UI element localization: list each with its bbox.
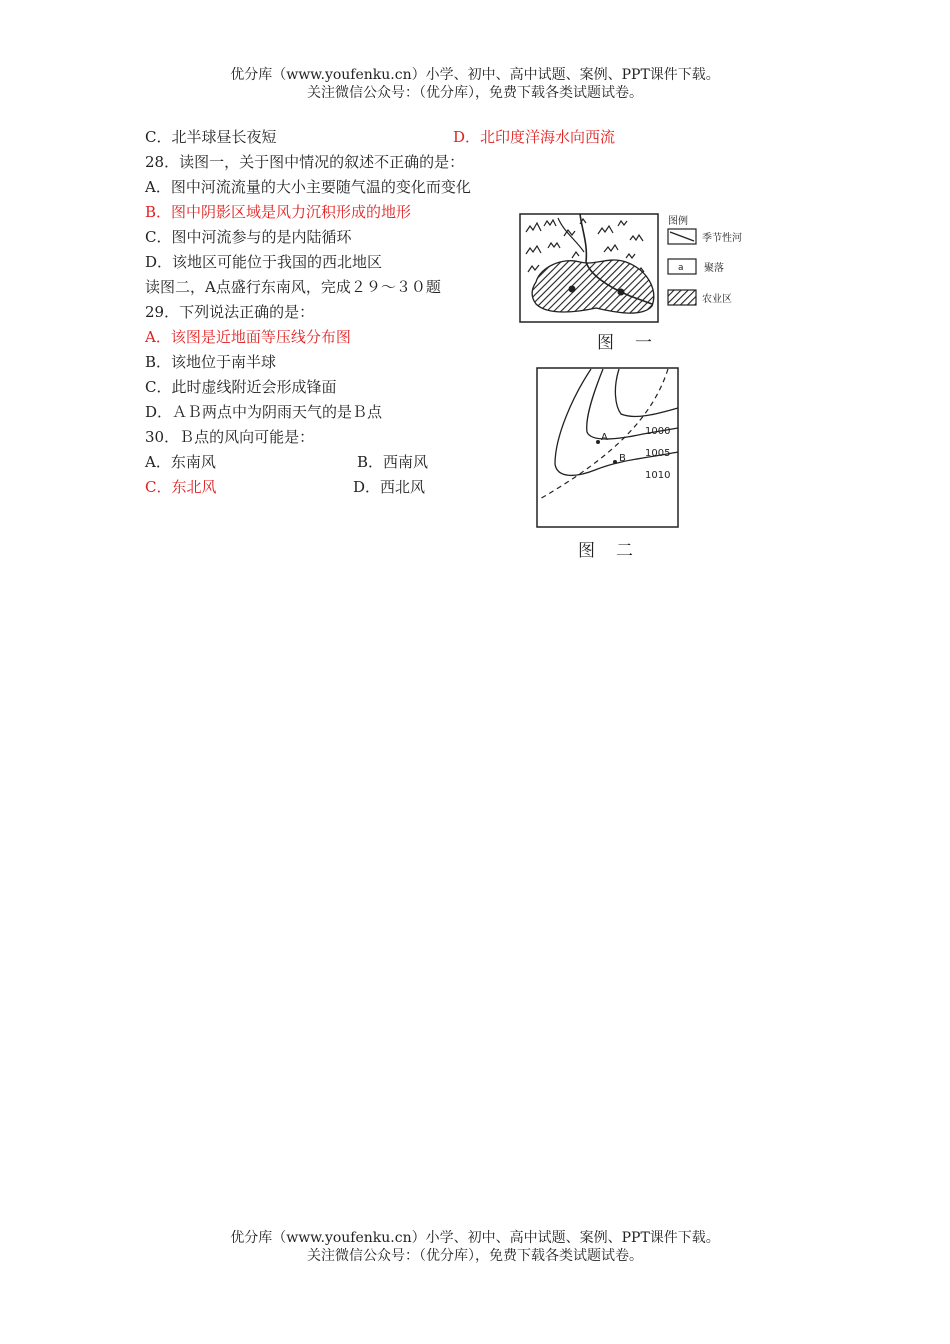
q28-option-d: D．该地区可能位于我国的西北地区 [145,253,383,271]
figure-1 [518,212,758,326]
q30-stem: 30．Ｂ点的风向可能是： [145,428,315,446]
footer-line-2: 关注微信公众号：（优分库），免费下载各类试题试卷。 [307,1248,643,1264]
figure-2 [535,366,681,530]
q29-option-a: A．该图是近地面等压线分布图 [145,328,351,346]
figure-2-caption: 图 二 [578,541,635,561]
point-a-label: A [601,432,608,443]
legend-river-label: 季节性河 [702,233,742,244]
q29-option-d: D．ＡＢ两点中为阴雨天气的是Ｂ点 [145,403,383,421]
legend-settlement-label: 聚落 [704,263,724,274]
point-b-marker [613,460,617,464]
footer-line-1: 优分库（www.youfenku.cn）小学、初中、高中试题、案例、PPT课件下载。 [230,1230,720,1246]
legend-settlement-symbol: a [678,263,684,273]
q29-stem: 29．下列说法正确的是： [145,303,315,321]
q30-option-a: A．东南风 [145,453,216,471]
isobar-label-1005: 1005 [645,448,671,459]
q28-option-a: A．图中河流流量的大小主要随气温的变化而变化 [145,178,471,196]
legend-title: 图例 [668,216,688,227]
q30-option-c: C．东北风 [145,478,217,496]
q28-option-c: C．图中河流参与的是内陆循环 [145,228,352,246]
page-footer [0,1229,950,1265]
header-line-2: 关注微信公众号：（优分库），免费下载各类试题试卷。 [307,85,643,101]
point-a-marker [596,440,600,444]
farm-area [532,260,654,313]
q30-option-d: D．西北风 [353,478,426,496]
legend-farm-icon [668,290,696,305]
q28-stem: 28．读图一，关于图中情况的叙述不正确的是： [145,153,465,171]
q30-option-b: B．西南风 [357,453,429,471]
isobar-label-1010: 1010 [645,470,671,481]
intro-29-30: 读图二，A点盛行东南风，完成２９～３０题 [145,278,441,296]
point-b-label: B [619,453,626,464]
q27-option-d: D．北印度洋海水向西流 [453,128,616,146]
figure-1-map [518,212,758,326]
q27-option-c: C．北半球昼长夜短 [145,128,277,146]
settlement-marker [569,286,576,293]
page-header [0,66,950,102]
q29-option-c: C．此时虚线附近会形成锋面 [145,378,337,396]
settlement-marker [618,289,625,296]
isobar-label-1000: 1000 [645,426,671,437]
figure-1-caption: 图 一 [597,333,654,353]
figure-1-legend [668,214,742,305]
legend-farm-label: 农业区 [702,294,732,305]
q28-option-b: B．图中阴影区域是风力沉积形成的地形 [145,203,412,221]
header-line-1: 优分库（www.youfenku.cn）小学、初中、高中试题、案例、PPT课件下载。 [230,67,720,83]
figure-2-isobar-map [535,366,681,530]
q29-option-b: B．该地位于南半球 [145,353,277,371]
